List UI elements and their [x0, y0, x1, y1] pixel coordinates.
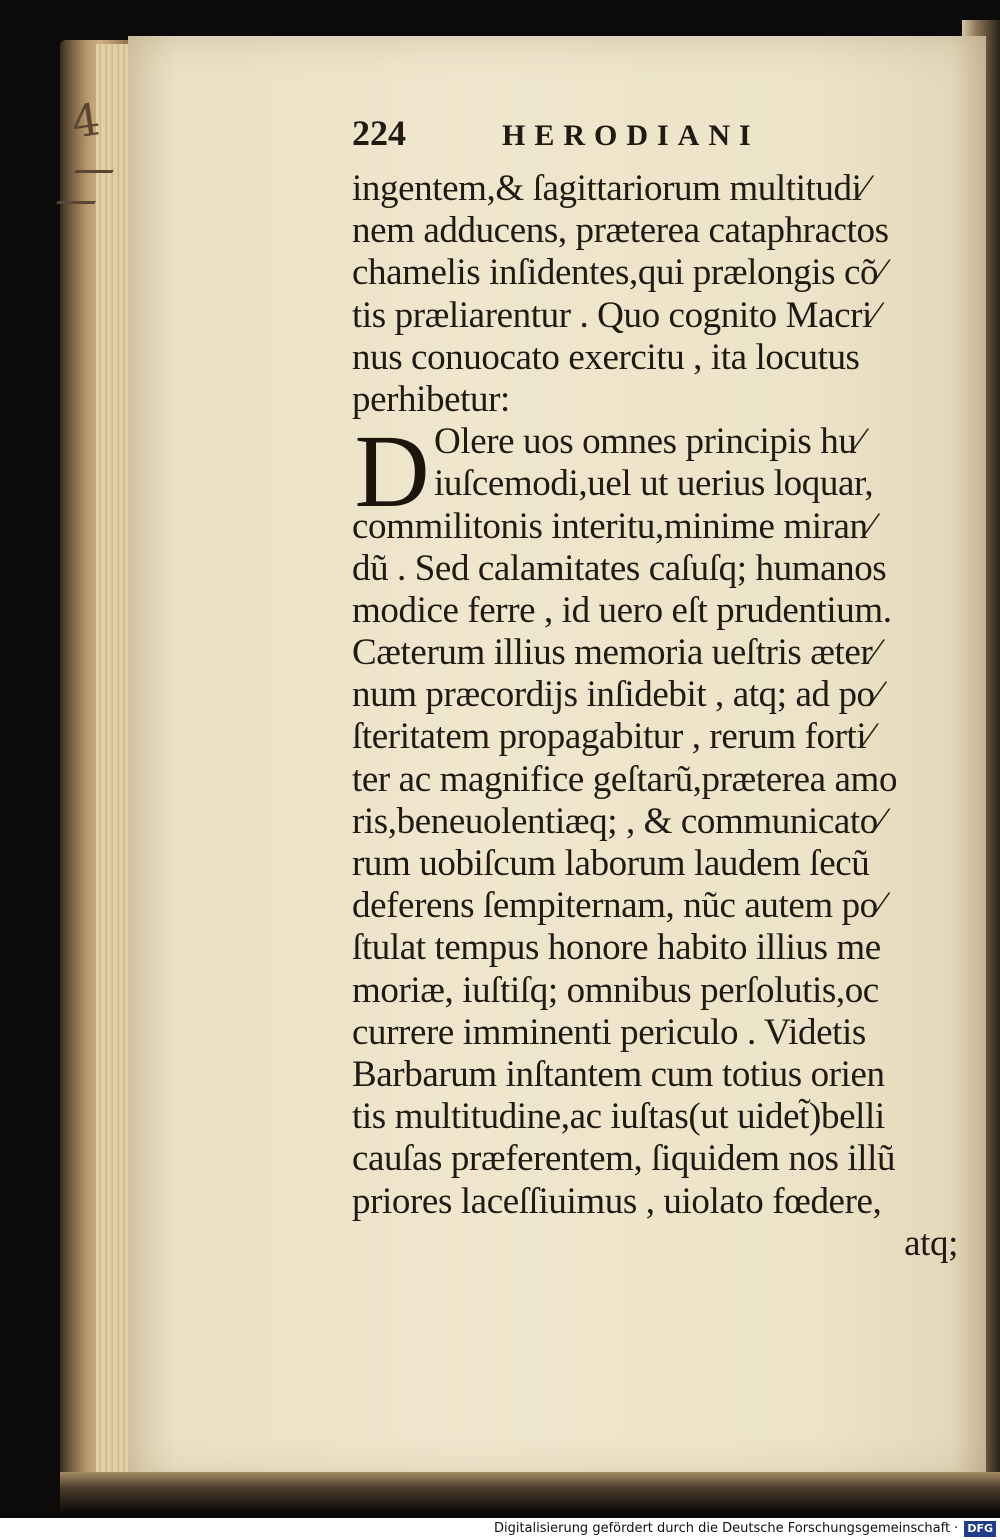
dfg-logo: DFG	[964, 1521, 996, 1537]
text-line: ter ac magnifice geſtarũ,præterea amo	[352, 758, 898, 800]
text-line: tis multitudine,ac iuſtas(ut uidet̃)belli	[352, 1096, 885, 1138]
text-line: num præcordijs inſidebit , atq; ad po⁄	[352, 674, 881, 716]
text-line: iuſcemodi,uel ut uerius loquar,	[434, 463, 874, 505]
text-line: moriæ, iuſtiſq; omnibus perſolutis,oc	[352, 969, 879, 1011]
page-number: 224	[352, 113, 406, 153]
text-block	[352, 112, 964, 1265]
text-line: cauſas præferentem, ſiquidem nos illũ	[352, 1138, 896, 1180]
text-line: tis præliarentur . Quo cognito Macri⁄	[352, 294, 878, 336]
text-line: perhibetur:	[352, 378, 510, 420]
text-line: modice ferre , id uero eſt prudentium.	[352, 589, 892, 631]
text-line: commilitonis interitu,minime miran⁄	[352, 505, 874, 547]
text-line: ris,beneuolentiæq; , & communicato⁄	[352, 800, 884, 842]
text-line: chamelis inſidentes,qui prælongis cõ⁄	[352, 252, 884, 294]
funding-footer	[0, 1518, 1000, 1540]
text-line: ingentem,& ſagittariorum multitudi⁄	[352, 168, 868, 209]
running-head	[352, 112, 964, 168]
drop-cap: D	[354, 414, 430, 529]
page-bottom-shadow	[60, 1472, 1000, 1512]
funding-notice: Digitalisierung gefördert durch die Deutsche Forschungsgemeinschaft ·	[493, 1521, 959, 1536]
catchword: atq;	[904, 1222, 958, 1264]
margin-pencil-mark: 4	[68, 94, 104, 149]
text-line: Cæterum illius memoria ueſtris æter⁄	[352, 632, 879, 674]
text-line: rum uobiſcum laborum laudem ſecũ	[352, 843, 870, 884]
text-line: ſtulat tempus honore habito illius me	[352, 927, 881, 969]
text-line: nem adducens, præterea cataphractos	[352, 210, 889, 252]
text-line: ſteritatem propagabitur , rerum forti⁄	[352, 716, 873, 758]
text-line: dũ . Sed calamitates caſuſq; humanos	[352, 547, 887, 589]
text-line: priores laceſſiuimus , uiolato fœdere,	[352, 1180, 882, 1222]
text-line: Olere uos omnes principis hu⁄	[434, 421, 863, 463]
text-line: deferens ſempiternam, nũc autem po⁄	[352, 885, 884, 927]
text-line: nus conuocato exercitu , ita locutus	[352, 336, 860, 378]
text-line: Barbarum inſtantem cum totius orien	[352, 1053, 885, 1095]
text-line: currere imminenti periculo . Videtis	[352, 1011, 866, 1053]
running-title: HERODIANI	[502, 119, 760, 152]
